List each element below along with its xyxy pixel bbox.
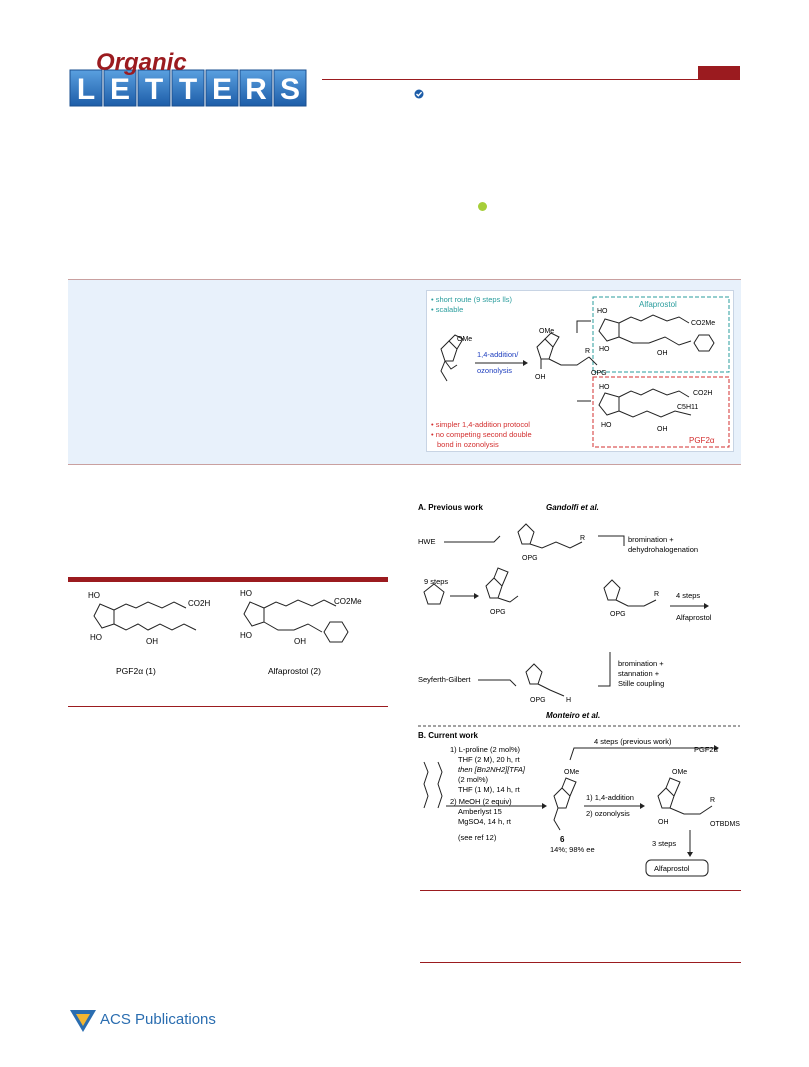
- bromination-label: bromination +: [618, 659, 664, 668]
- nine-steps-label: 9 steps: [424, 577, 449, 586]
- condition-line: 1) L-proline (2 mol%): [450, 745, 521, 754]
- arrow-to-top: [577, 321, 591, 333]
- alfaprostol-label: Alfaprostol: [639, 300, 677, 309]
- condition-line: Amberlyst 15: [458, 807, 502, 816]
- opg-label: OPG: [490, 609, 506, 616]
- figure1-rule-top: [68, 577, 388, 582]
- acs-publications-text: ACS Publications: [100, 1011, 216, 1028]
- h-label: H: [566, 697, 572, 704]
- toc-bullet: bond in ozonolysis: [437, 440, 499, 449]
- oh-label: OH: [657, 426, 668, 433]
- ho-label: HO: [240, 589, 252, 598]
- orcid-icon[interactable]: [478, 202, 487, 211]
- stannation-label: stannation +: [618, 669, 660, 678]
- toc-bullet: • simpler 1,4-addition protocol: [431, 420, 530, 429]
- three-steps-label: 3 steps: [652, 839, 677, 848]
- figure1-structures: [68, 584, 388, 704]
- oh-label: OH: [535, 374, 546, 381]
- compound2-caption: Alfaprostol (2): [268, 666, 321, 676]
- co2me-label: CO2Me: [334, 597, 362, 606]
- cyclopentadiene: [424, 584, 444, 604]
- section-a-heading: A. Previous work: [418, 503, 483, 512]
- open-access-icon: [414, 89, 424, 99]
- condition-line: then [Bn2NH2][TFA]: [458, 765, 525, 774]
- logo-letter: L: [76, 73, 96, 106]
- figure1-rule-bottom: [68, 706, 388, 707]
- alkyne-intermediate: [526, 664, 564, 696]
- ho-label: HO: [240, 631, 252, 640]
- condition-line: THF (2 M), 20 h, rt: [458, 755, 520, 764]
- acs-logo-icon: [68, 1006, 98, 1034]
- pgf-label: PGF2α: [689, 436, 715, 445]
- condition-line: 2) MeOH (2 equiv): [450, 797, 512, 806]
- condition-line: MgSO4, 14 h, rt: [458, 817, 511, 826]
- ome-label: OMe: [672, 769, 688, 776]
- r-label: R: [710, 797, 716, 804]
- bromination-label: bromination +: [628, 535, 674, 544]
- start-ome: OMe: [457, 336, 473, 343]
- seyferth-label: Seyferth-Gilbert: [418, 675, 471, 684]
- ho-label: HO: [90, 633, 102, 642]
- logo-script-word: Organic: [96, 49, 187, 76]
- stille-label: Stille coupling: [618, 679, 665, 688]
- ho-label: HO: [597, 308, 608, 315]
- alkynone-intermediate: [604, 580, 656, 606]
- opg-label: OPG: [591, 370, 607, 377]
- alfaprostol-label: Alfaprostol: [654, 864, 690, 873]
- ho-label: HO: [601, 422, 612, 429]
- product-structure: [658, 778, 712, 814]
- toc-graphic: [426, 290, 734, 452]
- logo-letter: R: [245, 73, 267, 106]
- four-steps-label: 4 steps: [676, 591, 701, 600]
- reaction-step: ozonolysis: [477, 366, 513, 375]
- opg-label: OPG: [610, 611, 626, 618]
- ome-label: OMe: [564, 769, 580, 776]
- logo-letter: E: [109, 73, 131, 106]
- gandolfi-label: Gandolfi et al.: [546, 503, 599, 512]
- r-label: R: [585, 348, 591, 355]
- abstract-rule-bottom: [68, 464, 741, 465]
- intermediate-ome: OMe: [539, 328, 555, 335]
- aldehyde-intermediate: [486, 568, 518, 602]
- step-label: 1) 1,4-addition: [586, 793, 634, 802]
- reaction-step: 1,4-addition/: [477, 350, 519, 359]
- compound6-label: 6: [560, 835, 565, 844]
- scheme1-rule-bottom: [420, 890, 741, 891]
- compound1-caption: PGF2α (1): [116, 666, 156, 676]
- pgf-label: PGF2α: [694, 745, 718, 754]
- section-b-heading: B. Current work: [418, 731, 479, 740]
- previous-work-label: 4 steps (previous work): [594, 737, 672, 746]
- toc-bullet: • no competing second double: [431, 430, 532, 439]
- monteiro-label: Monteiro et al.: [546, 711, 601, 720]
- pgf-structure: [599, 389, 691, 417]
- oh-label: OH: [658, 819, 669, 826]
- dehydrohalogenation-label: dehydrohalogenation: [628, 545, 699, 554]
- condition-line: (see ref 12): [458, 833, 497, 842]
- dialdehyde-structure: [424, 762, 442, 808]
- toc-bullet: • scalable: [431, 305, 464, 314]
- c5h11-label: C5H11: [677, 404, 699, 411]
- ho-label: HO: [599, 346, 610, 353]
- co2h-label: CO2H: [188, 599, 211, 608]
- oh-label: OH: [294, 637, 306, 646]
- toc-bullet: • short route (9 steps lls): [431, 295, 512, 304]
- otbdms-label: OTBDMS: [710, 821, 740, 828]
- logo-letter: S: [279, 73, 301, 106]
- opg-label: OPG: [530, 697, 546, 704]
- alfaprostol-label: Alfaprostol: [676, 613, 712, 622]
- step-label: 2) ozonolysis: [586, 809, 630, 818]
- header-tab: [698, 66, 740, 79]
- r-label: R: [654, 591, 660, 598]
- ho-label: HO: [599, 384, 610, 391]
- compound6-structure: [554, 778, 576, 830]
- enone-intermediate: [518, 524, 582, 548]
- co2me-label: CO2Me: [691, 320, 716, 327]
- r-label: R: [580, 535, 586, 542]
- ho-label: HO: [88, 591, 100, 600]
- alfaprostol-structure: [244, 600, 348, 642]
- oh-label: OH: [657, 350, 668, 357]
- scheme1: [414, 496, 744, 888]
- header-rule: [322, 79, 740, 80]
- oh-label: OH: [146, 637, 158, 646]
- co2h-label: CO2H: [693, 390, 713, 397]
- hwe-label: HWE: [418, 537, 436, 546]
- condition-line: THF (1 M), 14 h, rt: [458, 785, 520, 794]
- scheme1-rule-bottom-2: [420, 962, 741, 963]
- yield-label: 14%; 98% ee: [550, 845, 595, 854]
- condition-line: (2 mol%): [458, 775, 489, 784]
- organic-letters-logo: [68, 48, 310, 110]
- logo-letter: T: [144, 73, 164, 106]
- logo-letter: E: [211, 73, 233, 106]
- logo-letter: T: [178, 73, 198, 106]
- opg-label: OPG: [522, 555, 538, 562]
- pgf2a-structure: [94, 602, 196, 630]
